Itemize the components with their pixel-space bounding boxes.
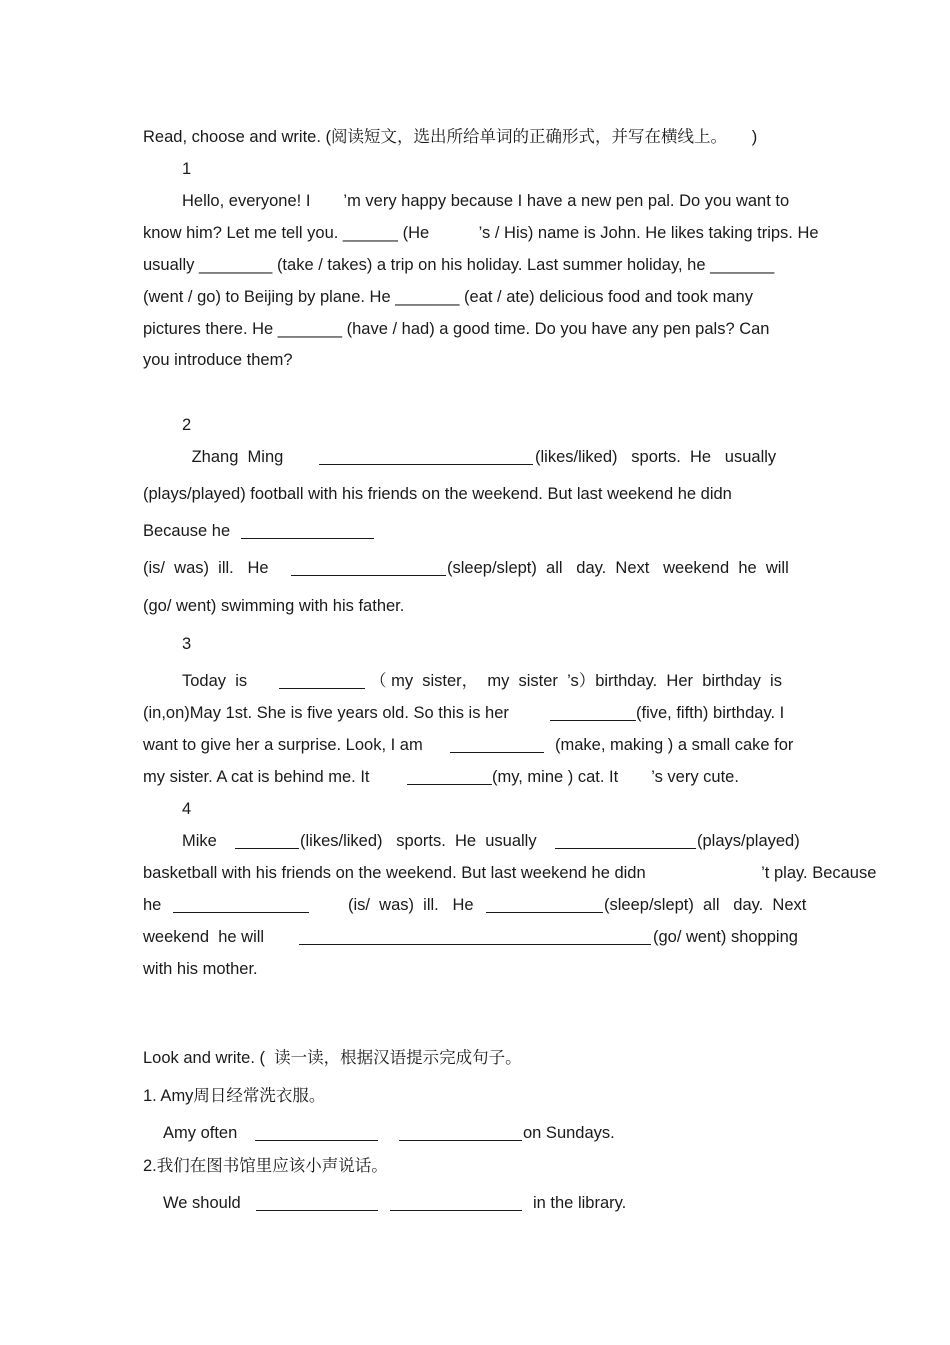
section1-heading: Read, choose and write. (阅读短文，选出所给单词的正确形式，并写在横线上。 ) [143, 128, 758, 146]
passage2-line3: Because he [143, 522, 231, 540]
answer-blank[interactable] [450, 738, 544, 753]
passage1-line: Hello, everyone! I ’m very happy because I have a new pen pal. Do you want to [182, 192, 790, 210]
passage4-line4-start: weekend he will [143, 928, 265, 946]
answer-blank[interactable] [235, 834, 299, 849]
question1-english-end: on Sundays. [523, 1124, 615, 1142]
passage1-line: you introduce them? [143, 351, 293, 369]
answer-blank[interactable] [390, 1196, 522, 1211]
passage3-number: 3 [182, 635, 192, 653]
answer-blank[interactable] [550, 706, 636, 721]
passage1-line: know him? Let me tell you. ______ (He ’s / His) name is John. He likes taking trips. He [143, 224, 819, 242]
passage4-line5: with his mother. [143, 960, 258, 978]
question2-english-end: in the library. [533, 1194, 627, 1212]
passage1-line: (went / go) to Beijing by plane. He _______ (eat / ate) delicious food and took many [143, 288, 753, 306]
passage3-line4-end: (my, mine ) cat. It ’s very cute. [492, 768, 739, 786]
answer-blank[interactable] [241, 524, 374, 539]
question1-english-start: Amy often [163, 1124, 238, 1142]
passage1-line: pictures there. He _______ (have / had) a good time. Do you have any pen pals? Can [143, 320, 770, 338]
passage4-line2: basketball with his friends on the weekend. But last weekend he didn ’t play. Because [143, 864, 877, 882]
passage2-number: 2 [182, 416, 192, 434]
answer-blank[interactable] [279, 674, 365, 689]
answer-blank[interactable] [407, 770, 492, 785]
passage3-line1-end: （ my sister， my sister ’s）birthday. Her birthday is [370, 672, 782, 690]
passage4-line1-mid: (likes/liked) sports. He usually [300, 832, 537, 850]
answer-blank[interactable] [173, 898, 309, 913]
answer-blank[interactable] [555, 834, 696, 849]
passage1-number: 1 [182, 160, 192, 178]
passage3-line2-start: (in,on)May 1st. She is five years old. So this is her [143, 704, 509, 722]
passage3-line1-start: Today is [182, 672, 248, 690]
passage3-line4-start: my sister. A cat is behind me. It [143, 768, 370, 786]
passage4-line3-end: (sleep/slept) all day. Next [604, 896, 807, 914]
passage2-line1-start: Zhang Ming [187, 448, 284, 466]
passage4-line1-start: Mike [182, 832, 217, 850]
passage4-line4-end: (go/ went) shopping [653, 928, 798, 946]
passage4-number: 4 [182, 800, 192, 818]
passage2-line2: (plays/played) football with his friends on the weekend. But last weekend he didn [143, 485, 732, 503]
answer-blank[interactable] [319, 450, 533, 465]
answer-blank[interactable] [486, 898, 603, 913]
passage2-line1-end: (likes/liked) sports. He usually [535, 448, 777, 466]
passage4-line3-start: he [143, 896, 162, 914]
passage3-line2-end: (five, fifth) birthday. I [636, 704, 785, 722]
passage2-line5: (go/ went) swimming with his father. [143, 597, 405, 615]
passage3-line3-end: (make, making ) a small cake for [555, 736, 794, 754]
answer-blank[interactable] [399, 1126, 522, 1141]
passage4-line1-end: (plays/played) [697, 832, 800, 850]
question2-chinese: 2.我们在图书馆里应该小声说话。 [143, 1157, 388, 1175]
answer-blank[interactable] [291, 561, 446, 576]
passage3-line3-start: want to give her a surprise. Look, I am [143, 736, 423, 754]
answer-blank[interactable] [299, 930, 651, 945]
question2-english-start: We should [163, 1194, 241, 1212]
passage4-line3-mid: (is/ was) ill. He [348, 896, 474, 914]
answer-blank[interactable] [255, 1126, 378, 1141]
section2-heading: Look and write. ( 读一读，根据汉语提示完成句子。 [143, 1049, 522, 1067]
question1-chinese: 1. Amy周日经常洗衣服。 [143, 1087, 326, 1105]
passage2-line4-start: (is/ was) ill. He [143, 559, 269, 577]
answer-blank[interactable] [256, 1196, 378, 1211]
passage1-line: usually ________ (take / takes) a trip on his holiday. Last summer holiday, he _______ [143, 256, 775, 274]
passage2-line4-end: (sleep/slept) all day. Next weekend he will [447, 559, 789, 577]
